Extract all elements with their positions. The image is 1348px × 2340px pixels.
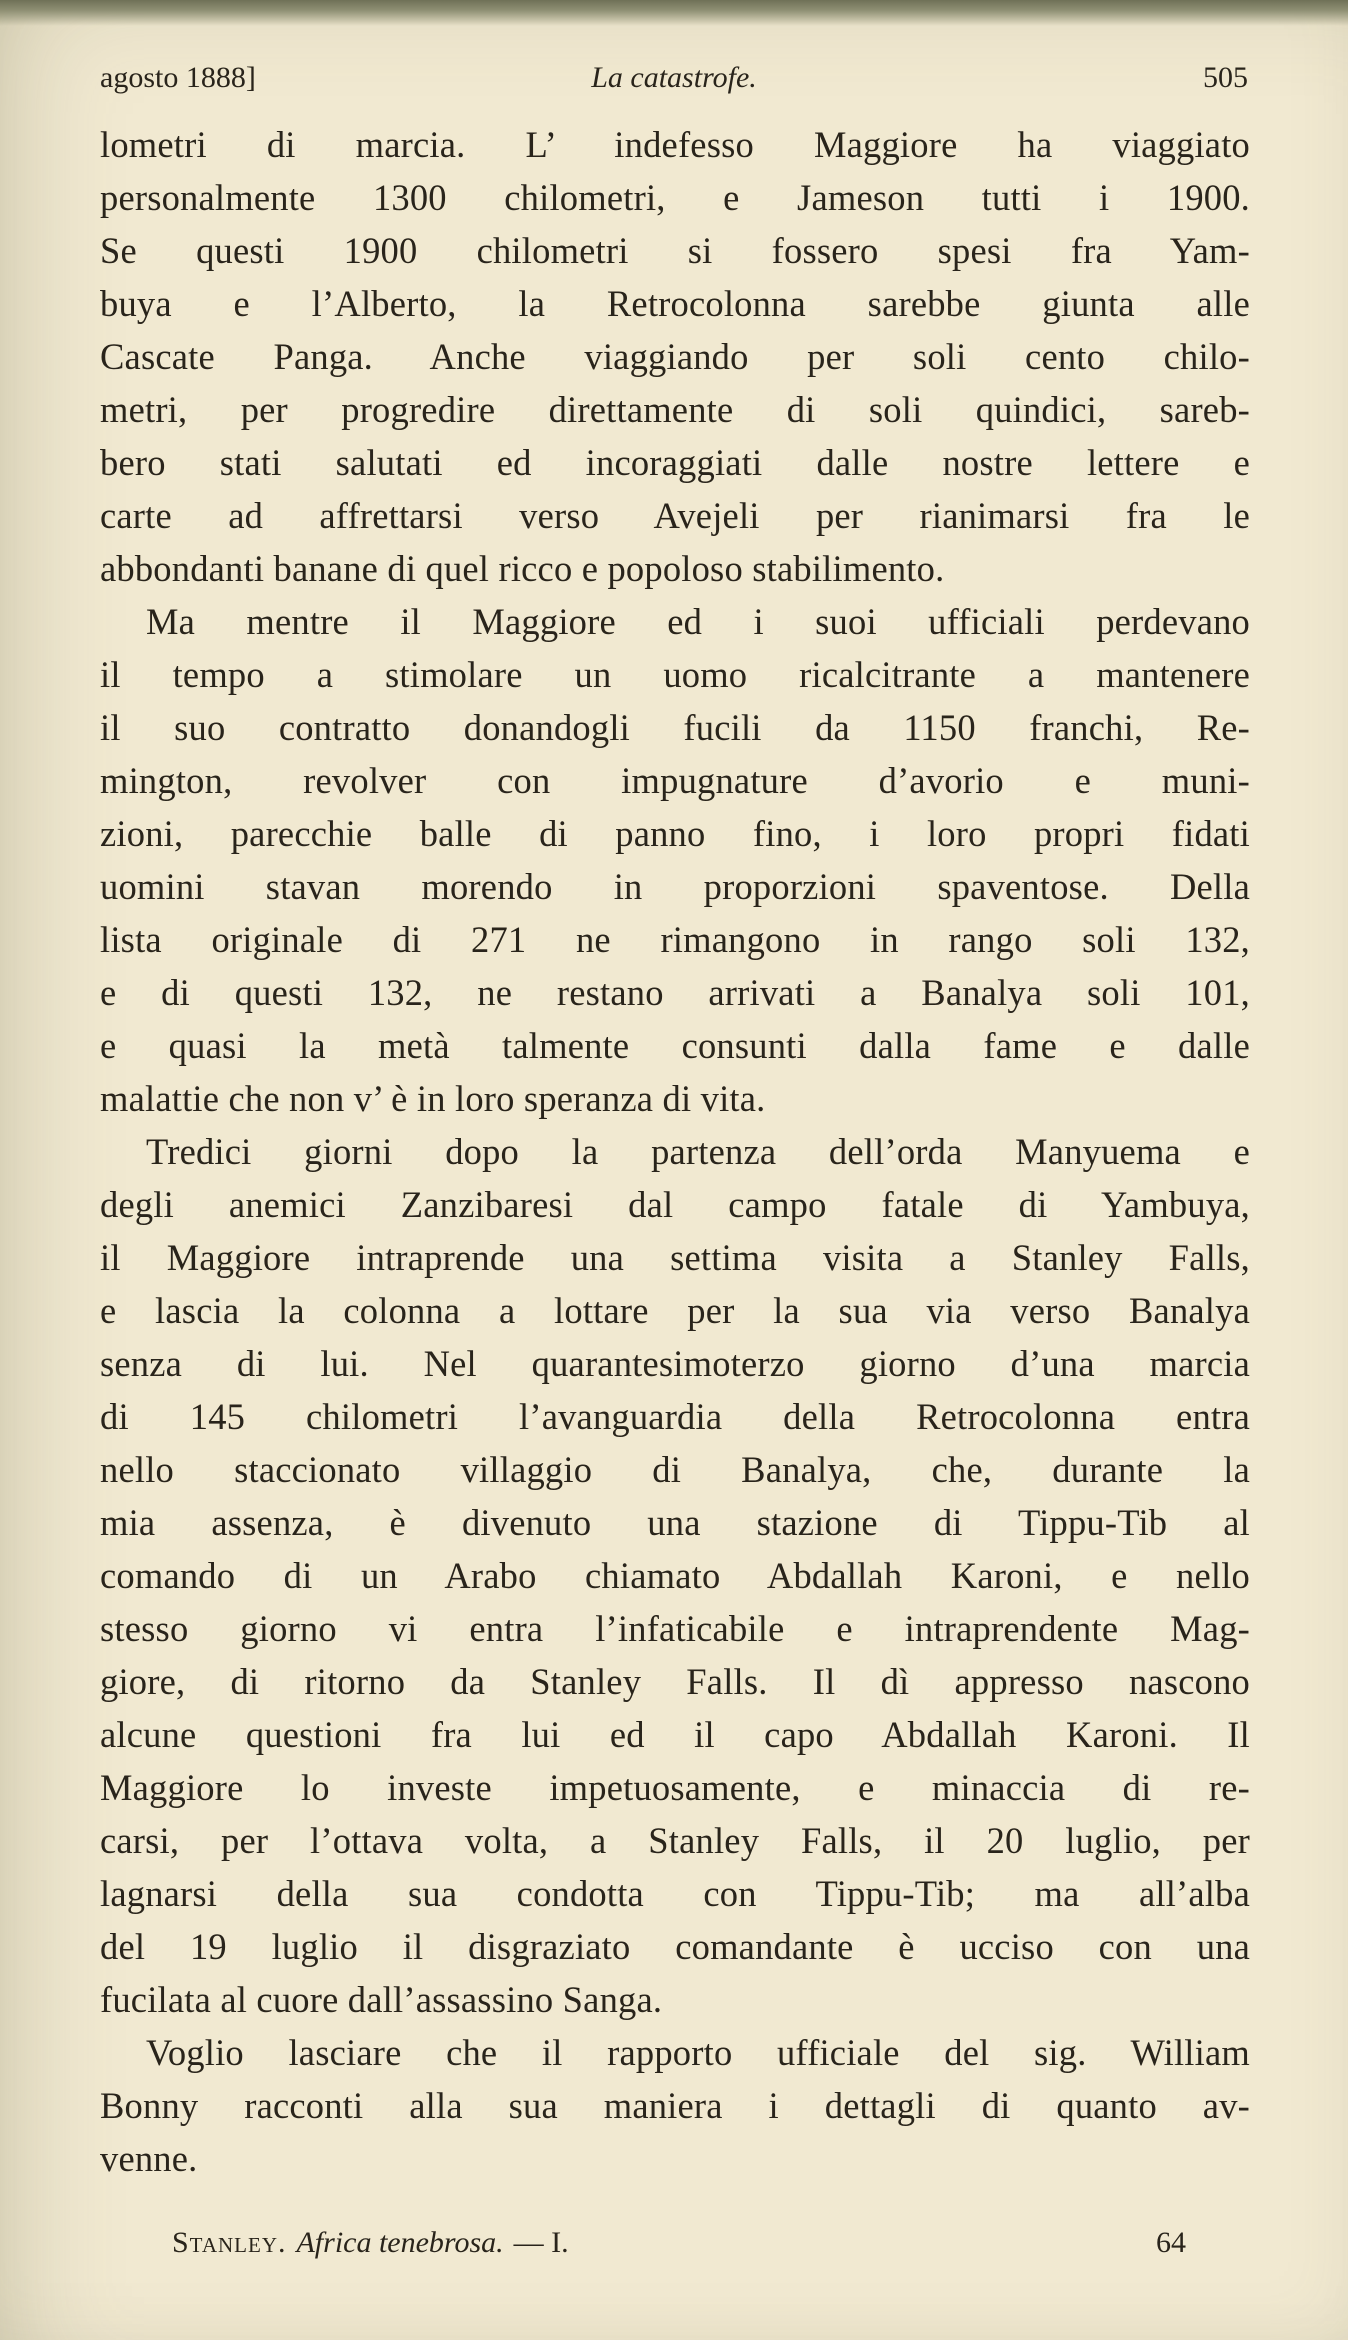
text-line: malattie che non v’ è in loro speranza di vita.: [100, 1078, 766, 1119]
text-line: lometri di marcia. L’ indefesso Maggiore ha viaggiato: [100, 124, 1250, 165]
text-line: nello staccionato villaggio di Banalya, che, durante la: [100, 1449, 1250, 1490]
page-body: [100, 118, 1250, 2185]
text-line: Se questi 1900 chilometri si fossero spesi fra Yam-: [100, 230, 1250, 271]
text-line: il suo contratto donandogli fucili da 1150 franchi, Re-: [100, 707, 1250, 748]
text-line: stesso giorno vi entra l’infaticabile e intraprendente Mag-: [100, 1608, 1250, 1649]
text-line: il Maggiore intraprende una settima visita a Stanley Falls,: [100, 1237, 1250, 1278]
text-line: Tredici giorni dopo la partenza dell’orda Manyuema e: [146, 1131, 1250, 1172]
text-line: lista originale di 271 ne rimangono in rango soli 132,: [100, 919, 1250, 960]
text-line: Voglio lasciare che il rapporto ufficiale del sig. William: [146, 2032, 1250, 2073]
paragraph: [100, 595, 1250, 1125]
text-line: il tempo a stimolare un uomo ricalcitrante a mantenere: [100, 654, 1250, 695]
text-line: mia assenza, è divenuto una stazione di Tippu-Tib al: [100, 1502, 1250, 1543]
text-line: mington, revolver con impugnature d’avorio e muni-: [100, 760, 1250, 801]
text-line: uomini stavan morendo in proporzioni spaventose. Della: [100, 866, 1250, 907]
page-header: [100, 60, 1248, 96]
paragraph: [100, 1125, 1250, 2026]
text-line: buya e l’Alberto, la Retrocolonna sarebbe giunta alle: [100, 283, 1250, 324]
text-line: del 19 luglio il disgraziato comandante è ucciso con una: [100, 1926, 1250, 1967]
text-line: carsi, per l’ottava volta, a Stanley Falls, il 20 luglio, per: [100, 1820, 1250, 1861]
text-line: degli anemici Zanzibaresi dal campo fatale di Yambuya,: [100, 1184, 1250, 1225]
text-line: venne.: [100, 2138, 198, 2179]
text-line: e quasi la metà talmente consunti dalla fame e dalle: [100, 1025, 1250, 1066]
scan-edge: [0, 0, 1348, 26]
text-line: lagnarsi della sua condotta con Tippu-Tib; ma all’alba: [100, 1873, 1250, 1914]
footer-book-reference: [172, 2225, 569, 2261]
text-line: metri, per progredire direttamente di soli quindici, sareb-: [100, 389, 1250, 430]
text-line: carte ad affrettarsi verso Avejeli per rianimarsi fra le: [100, 495, 1250, 536]
footer-volume: — I.: [513, 2226, 569, 2259]
text-line: fucilata al cuore dall’assassino Sanga.: [100, 1979, 663, 2020]
footer-signature-number: 64: [1156, 2226, 1186, 2259]
text-line: Ma mentre il Maggiore ed i suoi ufficiali perdevano: [146, 601, 1250, 642]
text-line: giore, di ritorno da Stanley Falls. Il dì appresso nascono: [100, 1661, 1250, 1702]
footer-book-title: Africa tenebrosa.: [296, 2226, 504, 2259]
text-line: Maggiore lo investe impetuosamente, e minaccia di re-: [100, 1767, 1250, 1808]
text-line: personalmente 1300 chilometri, e Jameson tutti i 1900.: [100, 177, 1250, 218]
paragraph: [100, 118, 1250, 595]
text-line: e lascia la colonna a lottare per la sua via verso Banalya: [100, 1290, 1250, 1331]
text-line: di 145 chilometri l’avanguardia della Retrocolonna entra: [100, 1396, 1250, 1437]
header-chapter-title: La catastrofe.: [591, 61, 757, 94]
paragraph: [100, 2026, 1250, 2185]
footer-author: Stanley.: [172, 2226, 287, 2259]
header-date: agosto 1888]: [100, 61, 256, 94]
text-line: e di questi 132, ne restano arrivati a Banalya soli 101,: [100, 972, 1250, 1013]
text-line: Cascate Panga. Anche viaggiando per soli cento chilo-: [100, 336, 1250, 377]
text-line: alcune questioni fra lui ed il capo Abdallah Karoni. Il: [100, 1714, 1250, 1755]
text-line: zioni, parecchie balle di panno fino, i loro propri fidati: [100, 813, 1250, 854]
header-page-number: 505: [1203, 61, 1248, 94]
page-footer: [100, 2225, 1248, 2261]
text-line: bero stati salutati ed incoraggiati dalle nostre lettere e: [100, 442, 1250, 483]
text-line: Bonny racconti alla sua maniera i dettagli di quanto av-: [100, 2085, 1250, 2126]
text-line: comando di un Arabo chiamato Abdallah Karoni, e nello: [100, 1555, 1250, 1596]
text-line: senza di lui. Nel quarantesimoterzo giorno d’una marcia: [100, 1343, 1250, 1384]
text-line: abbondanti banane di quel ricco e popoloso stabilimento.: [100, 548, 945, 589]
